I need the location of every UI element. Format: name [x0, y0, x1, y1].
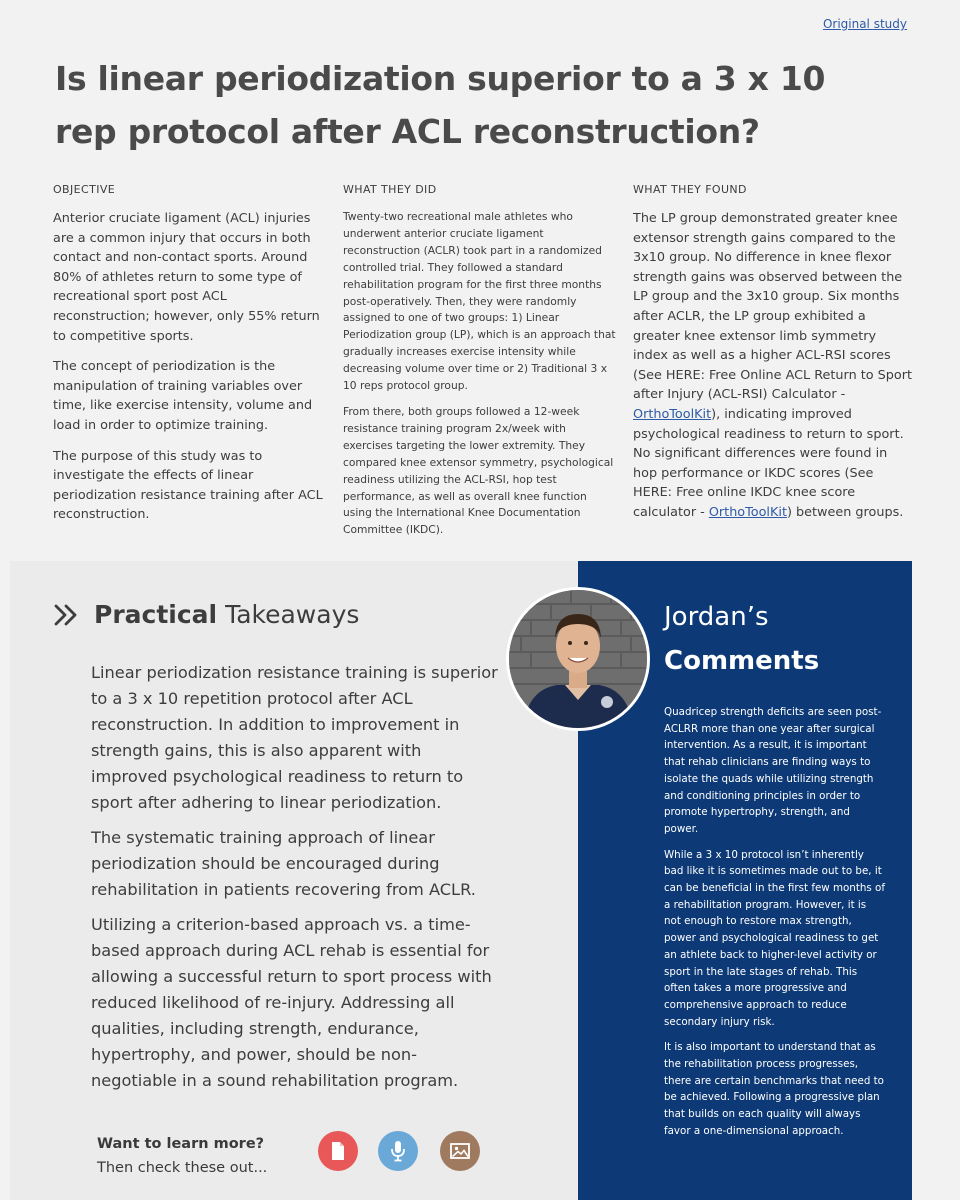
practical-takeaways-body	[91, 660, 501, 1103]
what-they-did-heading: WHAT THEY DID	[343, 183, 437, 196]
practical-takeaways-title	[94, 600, 359, 629]
what-they-found-heading: WHAT THEY FOUND	[633, 183, 747, 196]
what-they-found-paragraph	[633, 209, 913, 523]
original-study-link[interactable]: Original study	[822, 17, 907, 31]
document-button[interactable]	[318, 1131, 358, 1171]
takeaways-word: Takeaways	[217, 600, 360, 629]
author-avatar	[506, 587, 650, 731]
image-icon	[449, 1142, 471, 1160]
takeaway-paragraph: Utilizing a criterion-based approach vs. a time-based approach during ACL rehab is essential for allowing a successful return to sport process with reduced likelihood of re-injury. Addressing all qualities, including strength, endurance, hypertrophy, and power, should be non-negotiable in a sound rehabilitation program.	[91, 915, 492, 1090]
found-text-3: ) between groups.	[786, 504, 904, 520]
comment-paragraph: It is also important to understand that as the rehabilitation process progresses, there are certain benchmarks that need to be achieved. Following a progressive plan that builds on each quality will always favor a one-dimensional approach.	[664, 1041, 884, 1137]
objective-paragraph: Anterior cruciate ligament (ACL) injuries are a common injury that occurs in both contact and non-contact sports. Around 80% of athletes return to some type of recreational sport post ACL reconstruction; however, only 55% return to competitive sports.	[53, 211, 320, 344]
objective-paragraph: The concept of periodization is the manipulation of training variables over time, like exercise intensity, volume and load in order to optimize training.	[53, 359, 313, 433]
what-they-did-paragraph: Twenty-two recreational male athletes who underwent anterior cruciate ligament reconstruction (ACLR) took part in a randomized controlled trial. They followed a standard rehabilitation program for the first three months post-operatively. Then, they were randomly assigned to one of two groups: 1) Linear Periodization group (LP), which is an approach that gradually increases exercise intensity while decreasing volume over time or 2) Traditional 3 x 10 reps protocol group.	[343, 210, 616, 393]
takeaway-paragraph: Linear periodization resistance training is superior to a 3 x 10 repetition protocol after ACL reconstruction. In addition to improvement in strength gains, this is also apparent with improved psychological readiness to return to sport after adhering to linear periodization.	[91, 663, 498, 812]
podcast-button[interactable]	[378, 1131, 418, 1171]
takeaway-paragraph: The systematic training approach of linear periodization should be encouraged during rehabilitation in patients recovering from ACLR.	[91, 828, 476, 899]
comments-author-name: Jordan’s	[664, 602, 769, 632]
practical-word: Practical	[94, 600, 218, 629]
comments-body	[664, 704, 886, 1149]
chevron-double-right-icon	[52, 601, 80, 629]
objective-section	[53, 183, 325, 536]
orthotoolkit-acl-rsi-link[interactable]: OrthoToolKit	[633, 406, 712, 422]
found-text-1: The LP group demonstrated greater knee extensor strength gains compared to the 3x10 group. No difference in knee flexor strength gains was observed between the LP group and the 3x10 group. Six months after ACLR, the LP group exhibited a greater knee extensor limb symmetry index as well as a higher ACL-RSI scores (See HERE: Free Online ACL Return to Sport after Injury (ACL-RSI) Calculator -	[633, 211, 913, 403]
what-they-did-section	[343, 183, 618, 548]
learn-more-heading: Want to learn more?	[97, 1136, 265, 1152]
infographic-button[interactable]	[440, 1131, 480, 1171]
orthotoolkit-ikdc-link[interactable]: OrthoToolKit	[708, 504, 787, 520]
learn-more-block	[97, 1133, 267, 1181]
learn-more-subtext: Then check these out...	[97, 1160, 268, 1176]
what-they-did-paragraph: From there, both groups followed a 12-week resistance training program 2x/week with exercises targeting the lower extremity. They compared knee extensor symmetry, psychological readiness utilizing the ACL-RSI, hop test performance, as well as overall knee function using the International Knee Documentation Committee (IKDC).	[343, 404, 614, 537]
comment-paragraph: Quadricep strength deficits are seen post-ACLRR more than one year after surgical intervention. As a result, it is important that rehab clinicians are finding ways to isolate the quads while utilizing strength and conditioning principles in order to promote hypertrophy, strength, and power.	[664, 706, 882, 835]
avatar-portrait	[509, 590, 647, 728]
comments-heading: Comments	[664, 646, 820, 676]
microphone-icon	[389, 1139, 407, 1163]
page-title: Is linear periodization superior to a 3 x 10 rep protocol after ACL reconstruction?	[55, 59, 826, 151]
what-they-found-section	[633, 183, 913, 523]
document-icon	[329, 1141, 347, 1161]
found-text-2: ), indicating improved psychological readiness to return to sport. No significant differences were found in hop performance or IKDC scores (See HERE: Free online IKDC knee score calculator -	[633, 406, 904, 520]
comment-paragraph: While a 3 x 10 protocol isn’t inherently bad like it is sometimes made out to be, it can be beneficial in the first few months of a rehabilitation program. However, it is not enough to restore max strength, power and psychological readiness to get an athlete back to higher-level activity or sport in the late stages of rehab. This often takes a more progressive and comprehensive approach to reduce secondary injury risk.	[664, 848, 885, 1028]
practical-takeaways-header	[52, 600, 359, 629]
objective-paragraph: The purpose of this study was to investigate the effects of linear periodization resistance training after ACL reconstruction.	[53, 448, 323, 523]
objective-heading: OBJECTIVE	[53, 183, 116, 196]
